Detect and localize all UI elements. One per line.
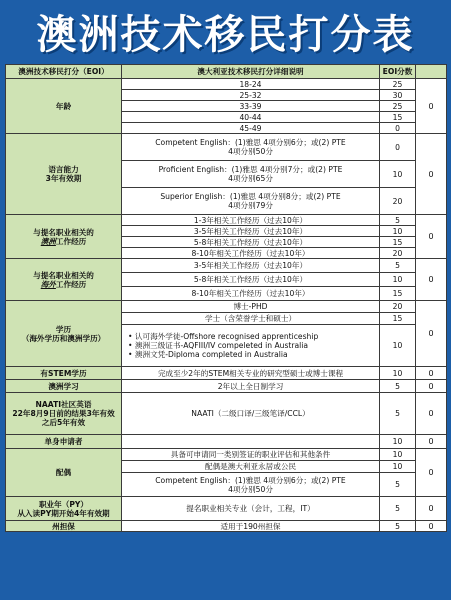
language-result[interactable]: 0 [416, 134, 447, 215]
state-label: 州担保 [6, 521, 122, 532]
education-bullets: • 认可海外学徒-Offshore recognised apprenticeship • 澳洲三级证书-AQFIII/IV compeleted in Australia • 澳洲文凭-Diploma completed in Australia [122, 325, 380, 367]
spouse-desc: Competent English：(1)雅思 4项分别6分；或(2) PTE 4项分别50分 [122, 473, 380, 497]
au-work-desc: 5-8年相关工作经历（过去10年） [122, 237, 380, 248]
single-desc [122, 435, 380, 449]
single-result[interactable]: 0 [416, 435, 447, 449]
table-row [6, 380, 447, 393]
naati-pts: 5 [380, 393, 416, 435]
os-work-result[interactable]: 0 [416, 259, 447, 301]
age-desc: 25-32 [122, 90, 380, 101]
py-label: 职业年（PY） 从入读PY期开始4年有效期 [6, 497, 122, 521]
page-title: 澳洲技术移民打分表 [36, 11, 415, 58]
py-result[interactable]: 0 [416, 497, 447, 521]
age-label: 年龄 [6, 79, 122, 134]
naati-label: NAATI社区英语 22年8月9日前的结果3年有效 之后5年有效 [6, 393, 122, 435]
spouse-result[interactable]: 0 [416, 449, 447, 497]
language-pts: 10 [380, 161, 416, 188]
age-result[interactable]: 0 [416, 79, 447, 134]
education-desc: 学士（含荣誉学士和硕士） [122, 313, 380, 325]
table-row [6, 215, 447, 226]
naati-result[interactable]: 0 [416, 393, 447, 435]
stem-pts: 10 [380, 367, 416, 380]
stem-desc: 完成至少2年的STEM相关专业的研究型硕士或博士课程 [122, 367, 380, 380]
table-row [6, 393, 447, 435]
os-work-desc: 3-5年相关工作经历（过去10年） [122, 259, 380, 273]
education-result[interactable]: 0 [416, 301, 447, 367]
language-desc: Competent English：(1)雅思 4项分别6分；或(2) PTE 4项分别50分 [122, 134, 380, 161]
table-header [6, 65, 447, 79]
os-work-pts: 10 [380, 273, 416, 287]
au-work-pts: 5 [380, 215, 416, 226]
state-desc: 适用于190州担保 [122, 521, 380, 532]
header-points: EOI分数 [380, 65, 416, 79]
single-pts: 10 [380, 435, 416, 449]
os-work-desc: 5-8年相关工作经历（过去10年） [122, 273, 380, 287]
header-result [416, 65, 447, 79]
education-pts: 20 [380, 301, 416, 313]
au-study-result[interactable]: 0 [416, 380, 447, 393]
stem-label: 有STEM学历 [6, 367, 122, 380]
language-pts: 20 [380, 188, 416, 215]
single-label: 单身申请者 [6, 435, 122, 449]
age-desc: 45-49 [122, 123, 380, 134]
education-desc: 博士-PHD [122, 301, 380, 313]
education-pts: 15 [380, 313, 416, 325]
table-row [6, 367, 447, 380]
language-desc: Proficient English：(1)雅思 4项分别7分；或(2) PTE 4项分别65分 [122, 161, 380, 188]
age-pts: 25 [380, 101, 416, 112]
au-work-result[interactable]: 0 [416, 215, 447, 259]
au-study-label: 澳洲学习 [6, 380, 122, 393]
state-result[interactable]: 0 [416, 521, 447, 532]
language-desc: Superior English：(1)雅思 4项分别8分；或(2) PTE 4项分别79分 [122, 188, 380, 215]
table-row [6, 435, 447, 449]
header-category: 澳洲技术移民打分（EOI） [6, 65, 122, 79]
au-work-desc: 1-3年相关工作经历（过去10年） [122, 215, 380, 226]
spouse-label: 配偶 [6, 449, 122, 497]
os-work-pts: 5 [380, 259, 416, 273]
table-row [6, 449, 447, 461]
au-work-desc: 3-5年相关工作经历（过去10年） [122, 226, 380, 237]
spouse-desc: 配偶是澳大利亚永居或公民 [122, 461, 380, 473]
naati-desc: NAATI（二级口译/三级笔译/CCL） [122, 393, 380, 435]
table-row [6, 259, 447, 273]
language-label: 语言能力 3年有效期 [6, 134, 122, 215]
py-pts: 5 [380, 497, 416, 521]
spouse-pts: 10 [380, 449, 416, 461]
table-row [6, 497, 447, 521]
table-row [6, 79, 447, 90]
age-pts: 0 [380, 123, 416, 134]
au-work-pts: 10 [380, 226, 416, 237]
spouse-pts: 10 [380, 461, 416, 473]
table-row [6, 134, 447, 161]
points-table [5, 64, 447, 532]
au-work-desc: 8-10年相关工作经历（过去10年） [122, 248, 380, 259]
stem-result[interactable]: 0 [416, 367, 447, 380]
education-label: 学历 （海外学历和澳洲学历） [6, 301, 122, 367]
au-work-pts: 15 [380, 237, 416, 248]
au-study-desc: 2年以上全日制学习 [122, 380, 380, 393]
header-description: 澳大利亚技术移民打分详细说明 [122, 65, 380, 79]
au-work-pts: 20 [380, 248, 416, 259]
age-desc: 33-39 [122, 101, 380, 112]
au-work-label: 与提名职业相关的 澳洲工作经历 [6, 215, 122, 259]
os-work-pts: 15 [380, 287, 416, 301]
au-study-pts: 5 [380, 380, 416, 393]
spouse-desc: 具备可申请同一类别签证的职业评估和其他条件 [122, 449, 380, 461]
table-row [6, 301, 447, 313]
os-work-label: 与提名职业相关的 海外工作经历 [6, 259, 122, 301]
state-pts: 5 [380, 521, 416, 532]
table-row [6, 521, 447, 532]
age-pts: 15 [380, 112, 416, 123]
py-desc: 提名职业相关专业（会计，工程，IT） [122, 497, 380, 521]
age-desc: 40-44 [122, 112, 380, 123]
os-work-desc: 8-10年相关工作经历（过去10年） [122, 287, 380, 301]
education-pts: 10 [380, 325, 416, 367]
age-desc: 18-24 [122, 79, 380, 90]
age-pts: 25 [380, 79, 416, 90]
language-pts: 0 [380, 134, 416, 161]
age-pts: 30 [380, 90, 416, 101]
spouse-pts: 5 [380, 473, 416, 497]
